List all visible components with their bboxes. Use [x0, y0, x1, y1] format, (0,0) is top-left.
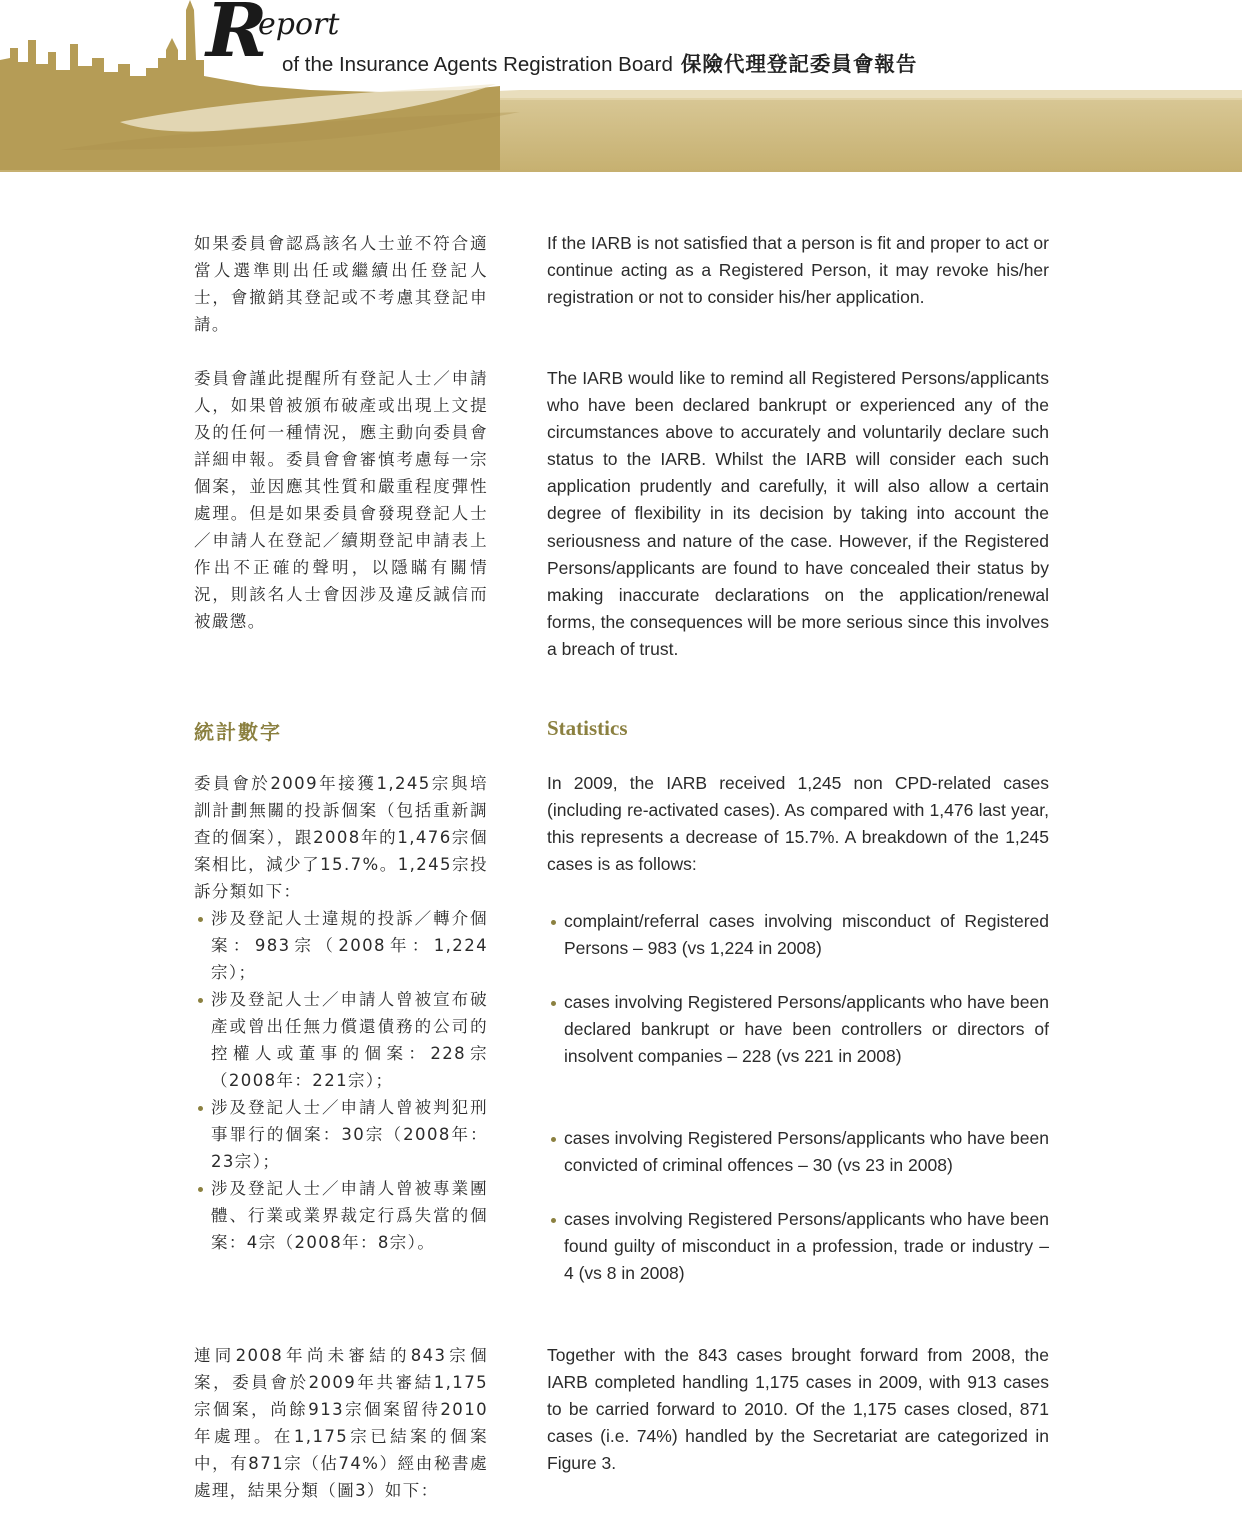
zh-bullet-criminal: 涉及登記人士／申請人曾被判犯刑事罪行的個案：30宗（2008年：23宗）；: [194, 1094, 488, 1175]
en-bullet-4-block: [547, 1206, 1049, 1287]
en-para-1: If the IARB is not satisfied that a person is fit and proper to act or continue acting as a Registered Person, it may revoke his/her registration or not to consider his/her application.: [547, 233, 1049, 308]
zh-para-2: 委員會謹此提醒所有登記人士／申請人，如果曾被頒布破產或出現上文提及的任何一種情況，應主動向委員會詳細申報。委員會會審慎考慮每一宗個案，並因應其性質和嚴重程度彈性處理。但是如果委員會發現登記人士／申請人在登記／續期登記申請表上作出不正確的聲明，以隱瞞有關情況，則該名人士會因涉及違反誠信而被嚴懲。: [194, 369, 488, 631]
logo-initial: R: [206, 0, 268, 74]
zh-bullet-profession: 涉及登記人士／申請人曾被專業團體、行業或業界裁定行爲失當的個案：4宗（2008年：8宗）。: [194, 1175, 488, 1256]
page-header: [0, 0, 1242, 172]
en-bullet-2-block: [547, 989, 1049, 1070]
en-paragraph-revocation: [547, 230, 1049, 311]
zh-section-heading: 統計數字: [194, 720, 282, 744]
subtitle-english: of the Insurance Agents Registration Board: [282, 53, 673, 76]
en-section-heading: Statistics: [547, 716, 628, 740]
zh-para-3: 委員會於2009年接獲1,245宗與培訓計劃無關的投訴個案（包括重新調查的個案），跟2008年的1,476宗個案相比，減少了15.7%。1,245宗投訴分類如下：: [194, 774, 488, 901]
zh-paragraph-reminder: [194, 365, 488, 635]
en-bullet-bankrupt: cases involving Registered Persons/applicants who have been declared bankrupt or have been controllers or directors of insolvent companies – 228 (vs 221 in 2008): [547, 989, 1049, 1070]
zh-statistics-block: [194, 770, 488, 1256]
zh-bullet-misconduct: 涉及登記人士違規的投訴／轉介個案：983宗（2008年：1,224宗）；: [194, 905, 488, 986]
en-para-2: The IARB would like to remind all Registered Persons/applicants who have been declared bankrupt or experienced any of the circumstances above to accurately and voluntarily declare such status to the IARB. Whilst the IARB will consider each such application prudently and carefully, it will also allow a certain degree of flexibility in its decision by taking into account the seriousness and nature of the case. However, if the Registered Persons/applicants are found to have concealed their status by making inaccurate declarations on the application/renewal forms, the consequences will be more serious since this involves a breach of trust.: [547, 368, 1049, 659]
skyline-banner-graphic: [0, 0, 1242, 172]
en-paragraph-received: [547, 770, 1049, 878]
en-bullet-1-block: [547, 908, 1049, 962]
en-bullet-3-block: [547, 1125, 1049, 1179]
en-bullet-profession: cases involving Registered Persons/applicants who have been found guilty of misconduct in a profession, trade or industry – 4 (vs 8 in 2008): [547, 1206, 1049, 1287]
en-para-4: Together with the 843 cases brought forward from 2008, the IARB completed handling 1,175 cases in 2009, with 913 cases to be carried forward to 2010. Of the 1,175 cases closed, 871 cases (i.e. 74%) handled by the Secretariat are categorized in Figure 3.: [547, 1345, 1049, 1474]
zh-paragraph-revocation: [194, 230, 488, 338]
logo-title: eport: [258, 7, 340, 42]
en-paragraph-completed: [547, 1342, 1049, 1477]
en-paragraph-reminder: [547, 365, 1049, 663]
report-subtitle: [282, 47, 917, 77]
subtitle-chinese: 保險代理登記委員會報告: [680, 53, 918, 76]
zh-para-4: 連同2008年尚未審結的843宗個案，委員會於2009年共審結1,175宗個案，尚餘913宗個案留待2010年處理。在1,175宗已結案的個案中，有871宗（佔74%）經由秘書處處理，結果分類（圖3）如下：: [194, 1346, 488, 1500]
zh-bullet-bankrupt: 涉及登記人士／申請人曾被宣布破產或曾出任無力償還債務的公司的控權人或董事的個案：228宗（2008年：221宗）；: [194, 986, 488, 1094]
en-bullet-criminal: cases involving Registered Persons/applicants who have been convicted of criminal offences – 30 (vs 23 in 2008): [547, 1125, 1049, 1179]
en-para-3: In 2009, the IARB received 1,245 non CPD-related cases (including re-activated cases). As compared with 1,476 last year, this represents a decrease of 15.7%. A breakdown of the 1,245 cases is as follows:: [547, 773, 1049, 875]
zh-paragraph-completed: [194, 1342, 488, 1504]
zh-para-1: 如果委員會認爲該名人士並不符合適當人選準則出任或繼續出任登記人士，會撤銷其登記或不考慮其登記申請。: [194, 234, 488, 334]
en-bullet-misconduct: complaint/referral cases involving misconduct of Registered Persons – 983 (vs 1,224 in 2008): [547, 908, 1049, 962]
